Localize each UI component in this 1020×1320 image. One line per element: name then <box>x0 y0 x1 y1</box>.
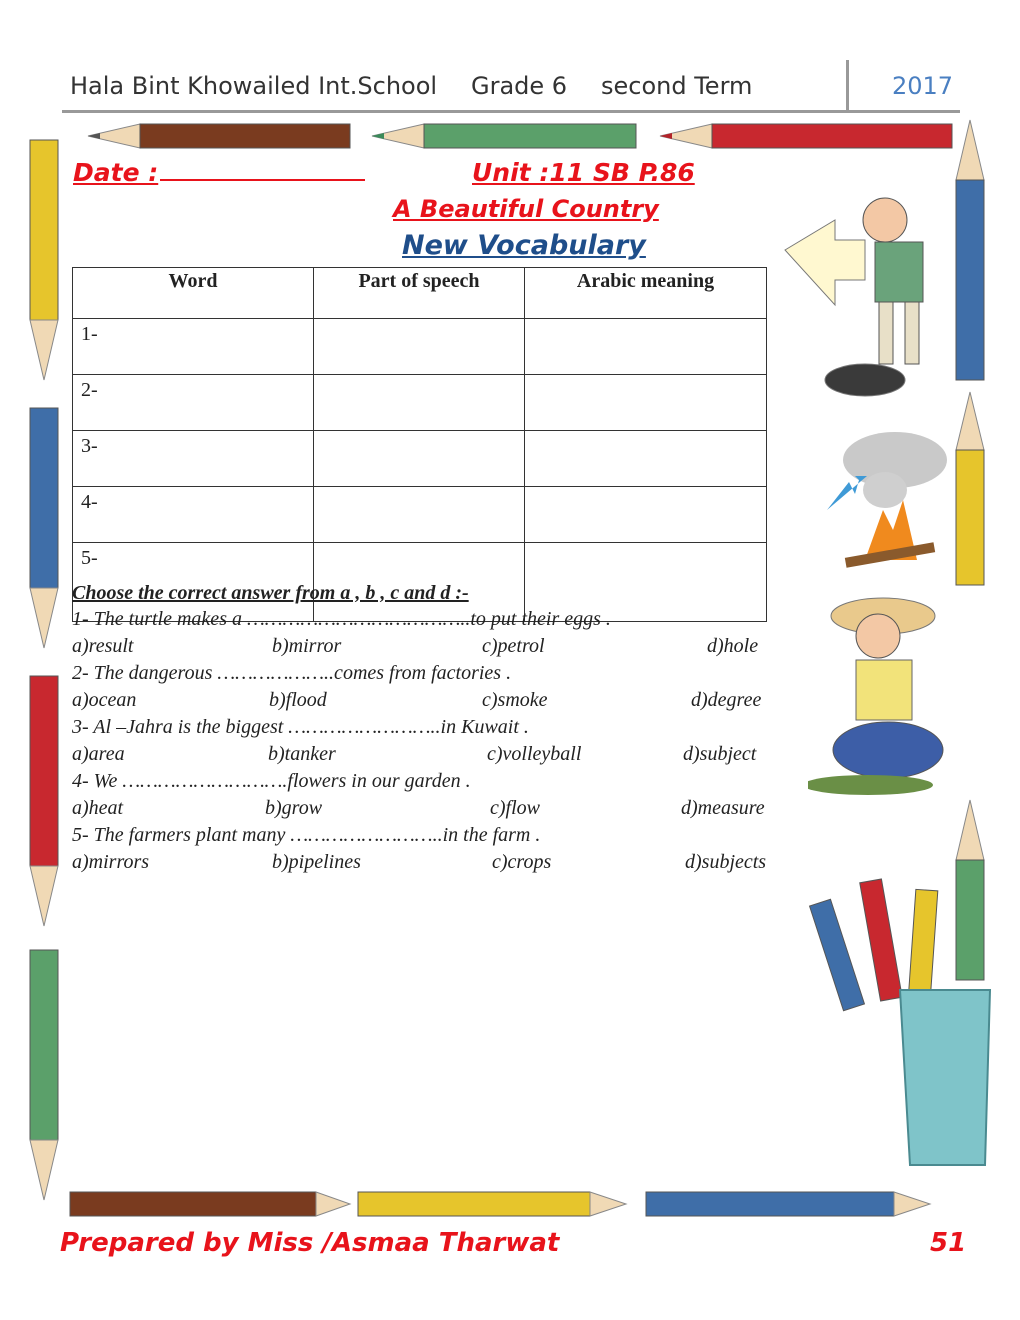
blank-cell[interactable] <box>525 319 767 375</box>
option-a[interactable]: a)result <box>72 635 134 657</box>
pencil-icon <box>88 124 350 148</box>
pencil-icon <box>956 120 984 380</box>
row-number: 4- <box>73 487 314 543</box>
option-c[interactable]: c)flow <box>490 797 540 819</box>
pencil-icon <box>30 408 58 648</box>
term-label: second Term <box>601 72 753 100</box>
question-4: 4- We ……………………….flowers in our garden . <box>72 770 471 792</box>
lesson-title: A Beautiful Country <box>393 195 659 223</box>
table-row <box>73 375 767 431</box>
pencil-icon <box>660 124 952 148</box>
question-1: 1- The turtle makes a ………………………………..to put their eggs . <box>72 608 611 630</box>
question-2: 2- The dangerous ………………..comes from factories . <box>72 662 512 684</box>
option-d[interactable]: d)hole <box>707 635 759 657</box>
pencil-icon <box>30 676 58 926</box>
column-header-word: Word <box>73 268 314 319</box>
pencil-icon <box>358 1192 626 1216</box>
blank-cell[interactable] <box>314 375 525 431</box>
question-3: 3- Al –Jahra is the biggest ……………………..in Kuwait . <box>72 716 529 738</box>
option-b[interactable]: b)flood <box>269 689 327 711</box>
pencil-icon <box>372 124 636 148</box>
blank-cell[interactable] <box>525 487 767 543</box>
option-a[interactable]: a)ocean <box>72 689 137 711</box>
blank-cell[interactable] <box>525 431 767 487</box>
column-header-arabic-meaning: Arabic meaning <box>525 268 767 319</box>
row-number: 2- <box>73 375 314 431</box>
option-b[interactable]: b)mirror <box>272 635 342 657</box>
page-number: 51 <box>930 1228 967 1258</box>
option-a[interactable]: a)area <box>72 743 125 765</box>
pencil-icon <box>956 392 984 585</box>
table-row <box>73 487 767 543</box>
table-row <box>73 431 767 487</box>
column-header-part-of-speech: Part of speech <box>314 268 525 319</box>
option-b[interactable]: b)grow <box>265 797 323 819</box>
prepared-by: Prepared by Miss /Asmaa Tharwat <box>60 1228 560 1258</box>
blank-cell[interactable] <box>314 431 525 487</box>
blank-cell[interactable] <box>314 319 525 375</box>
section-title: New Vocabulary <box>402 230 646 261</box>
table-header-row <box>73 268 767 319</box>
option-d[interactable]: d)degree <box>691 689 762 711</box>
option-a[interactable]: a)mirrors <box>72 851 150 873</box>
row-number: 3- <box>73 431 314 487</box>
smoke-fire-illustration <box>815 420 955 570</box>
pencil-icon <box>646 1192 930 1216</box>
pencil-icon <box>956 800 984 980</box>
year-label: 2017 <box>892 72 954 100</box>
question-5: 5- The farmers plant many ……………………..in the farm . <box>72 824 541 846</box>
blank-cell[interactable] <box>525 375 767 431</box>
unit-label: Unit :11 SB P.86 <box>472 158 695 187</box>
table-row <box>73 319 767 375</box>
vocabulary-table <box>72 267 767 622</box>
pencil-icon <box>30 950 58 1200</box>
grade-label: Grade 6 <box>471 72 568 100</box>
option-c[interactable]: c)petrol <box>482 635 545 657</box>
option-a[interactable]: a)heat <box>72 797 124 819</box>
row-number: 1- <box>73 319 314 375</box>
exercise-instruction: Choose the correct answer from a , b , c and d :- <box>72 582 469 604</box>
pencil-icon <box>30 140 58 380</box>
option-d[interactable]: d)subject <box>683 743 757 765</box>
blank-cell[interactable] <box>314 487 525 543</box>
pencil-icon <box>70 1192 350 1216</box>
option-b[interactable]: b)pipelines <box>272 851 361 873</box>
row-number: 5- <box>73 543 314 622</box>
option-c[interactable]: c)smoke <box>482 689 548 711</box>
man-looking-at-hole-illustration <box>775 180 955 410</box>
date-label: Date : <box>73 158 365 187</box>
option-c[interactable]: c)crops <box>492 851 552 873</box>
gardening-woman-illustration <box>808 580 958 800</box>
option-d[interactable]: d)measure <box>681 797 765 819</box>
school-name: Hala Bint Khowailed Int.School <box>70 72 438 100</box>
option-c[interactable]: c)volleyball <box>487 743 582 765</box>
option-d[interactable]: d)subjects <box>685 851 767 873</box>
option-b[interactable]: b)tanker <box>268 743 336 765</box>
